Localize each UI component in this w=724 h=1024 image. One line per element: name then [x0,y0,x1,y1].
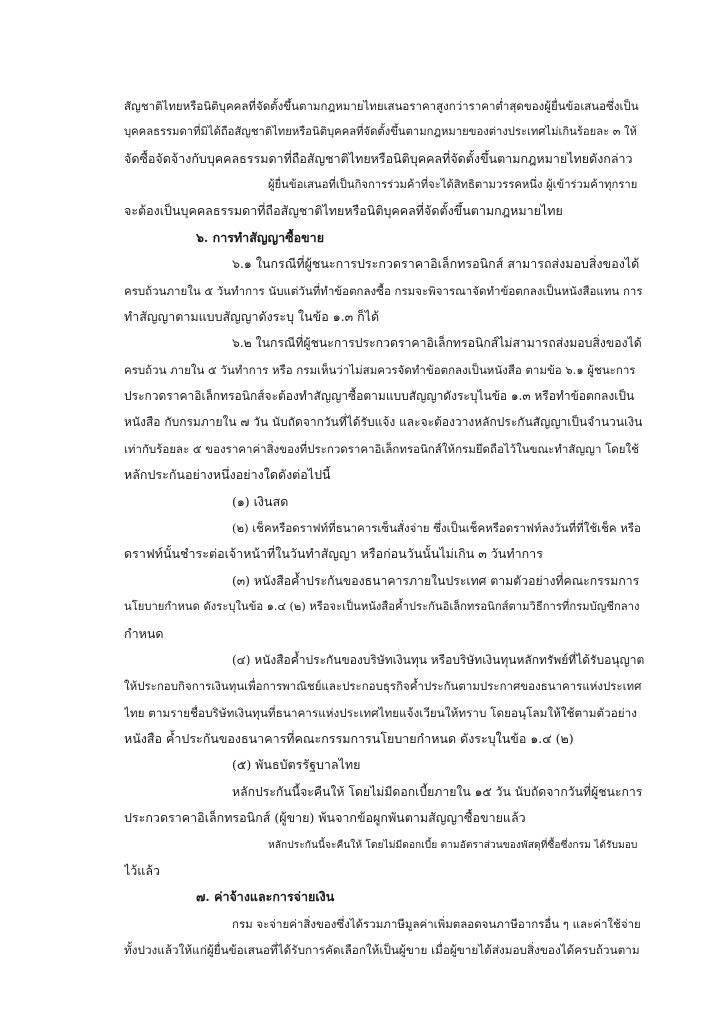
text-line: (๔) หนังสือค้ำประกันของบริษัทเงินทุน หรือบริษัทเงินทุนหลักทรัพย์ที่ได้รับอนุญาต [232,653,644,667]
text-line: ไทย ตามรายชื่อบริษัทเงินทุนที่ธนาคารแห่งประเทศไทยแจ้งเวียนให้ทราบ โดยอนุโลมให้ใช้ตามตัวอย่าง [124,706,638,720]
text-line: ไว้แล้ว [124,863,161,878]
text-line: ให้ประกอบกิจการเงินทุนเพื่อการพาณิชย์และประกอบธุรกิจค้ำประกันตามประกาศของธนาคารแห่งประเทศ [124,679,642,693]
text-line: หนังสือ กับกรมภายใน ๗ วัน นับถัดจากวันที่ได้รับแจ้ง และจะต้องวางหลักประกันสัญญาเป็นจำนวนเงิน [124,415,643,429]
text-line: หนังสือ ค้ำประกันของธนาคารที่คณะกรรมการนโยบายกำหนด ดังระบุในข้อ ๑.๔ (๒) [124,731,574,746]
text-line: ครบถ้วนภายใน ๕ วันทำการ นับแต่วันที่ทำข้อตกลงซื้อ กรมจะพิจารณาจัดทำข้อตกลงเป็นหนังสือแทน การ [124,284,643,298]
text-line: ทั้งปวงแล้วให้แก่ผู้ยื่นข้อเสนอที่ได้รับการคัดเลือกให้เป็นผู้ขาย เมื่อผู้ขายได้ส่งมอบสิ่งของได้ครบถ้วนตาม [124,943,640,957]
text-line: จะต้องเป็นบุคคลธรรมดาที่ถือสัญชาติไทยหรือนิติบุคคลที่จัดตั้งขึ้นตามกฎหมายไทย [124,203,563,218]
text-line: ประกวดราคาอิเล็กทรอนิกส์ (ผู้ขาย) พ้นจากข้อผูกพันตามสัญญาซื้อขายแล้ว [124,810,526,825]
text-line: นโยบายกำหนด ดังระบุในข้อ ๑.๔ (๒) หรือจะเป็นหนังสือค้ำประกันอิเล็กทรอนิกส์ตามวิธีการที่กรมบัญชีกลาง [124,600,640,613]
text-line: ประกวดราคาอิเล็กทรอนิกส์จะต้องทำสัญญาซื้อตามแบบสัญญาดังระบุไนข้อ ๑.๓ หรือทำข้อตกลงเป็น [124,389,635,403]
text-line: ๖.๒ ในกรณีที่ผู้ชนะการประกวดราคาอิเล็กทรอนิกส์ไม่สามารถส่งมอบสิ่งของได้ [232,336,642,350]
text-line: บุคคลธรรมดาที่มิได้ถือสัญชาติไทยหรือนิติบุคคลที่จัดตั้งขึ้นตามกฎหมายของต่างประเทศไม่เกินร้อยละ ๓ ให้ [124,125,637,138]
text-line: (๕) พันธบัตรรัฐบาลไทย [232,757,361,772]
text-line: ดราฟท์นั้นชำระต่อเจ้าหน้าที่ในวันทำสัญญา หรือก่อนวันนั้นไม่เกิน ๓ วันทำการ [124,546,543,561]
text-line: หลักประกันนี้จะคืนให้ โดยไม่มีดอกเบี้ย ตามอัตราส่วนของพัสดุที่ซื้อซึ่งกรม ได้รับมอบ [268,839,638,851]
text-line: (๓) หนังสือค้ำประกันของธนาคารภายในประเทศ ตามตัวอย่างที่คณะกรรมการ [232,574,640,588]
section-heading: ๗. ค่าจ้างและการจ่ายเงิน [196,889,335,904]
text-line: (๑) เงินสด [232,494,289,509]
text-line: (๒) เช็คหรือดราฟท์ที่ธนาคารเซ็นสั่งจ่าย ซึ่งเป็นเช็คหรือดราฟท์ลงวันที่ที่ใช้เช็ค หรือ [232,521,641,535]
text-line: หลักประกันนี้จะคืนให้ โดยไม่มีดอกเบี้ยภายใน ๑๕ วัน นับถัดจากวันที่ผู้ชนะการ [232,785,643,799]
text-line: กำหนด [124,626,164,641]
section-heading: ๖. การทำสัญญาซื้อขาย [196,230,325,245]
text-line: ๖.๑ ในกรณีที่ผู้ชนะการประกวดราคาอิเล็กทรอนิกส์ สามารถส่งมอบสิ่งของได้ [232,256,640,271]
text-line: เท่ากับร้อยละ ๕ ของราคาค่าสิ่งของที่ประกวดราคาอิเล็กทรอนิกส์ให้กรมยึดถือไว้ในขณะทำสัญญา โดยใช้ [124,442,639,456]
text-line: กรม จะจ่ายค่าสิ่งของซึ่งได้รวมภาษีมูลค่าเพิ่มตลอดจนภาษีอากรอื่น ๆ และค่าใช้จ่าย [232,917,641,931]
text-line: ทำสัญญาตามแบบสัญญาดังระบุ ในข้อ ๑.๓ ก็ได้ [124,309,380,324]
text-line: จัดซื้อจัดจ้างกับบุคคลธรรมดาที่ถือสัญชาติไทยหรือนิติบุคคลที่จัดตั้งขึ้นตามกฎหมายไทยดังกล่าว [124,151,633,166]
text-line: สัญชาติไทยหรือนิติบุคคลที่จัดตั้งขึ้นตามกฎหมายไทยเสนอราคาสูงกว่าราคาต่ำสุดของผู้ยื่นข้อเสนอซึ่งเป็น [124,99,639,113]
text-line: ผู้ยื่นข้อเสนอที่เป็นกิจการร่วมค้าที่จะได้สิทธิตามวรรคหนึ่ง ผู้เข้าร่วมค้าทุกราย [268,178,638,191]
text-line: ครบถ้วน ภายใน ๕ วันทำการ หรือ กรมเห็นว่าไม่สมควรจัดทำข้อตกลงเป็นหนังสือ ตามข้อ ๖.๑ ผู้ชนะการ [124,363,636,377]
text-line: หลักประกันอย่างหนึ่งอย่างใดดังต่อไปนี้ [124,467,331,482]
